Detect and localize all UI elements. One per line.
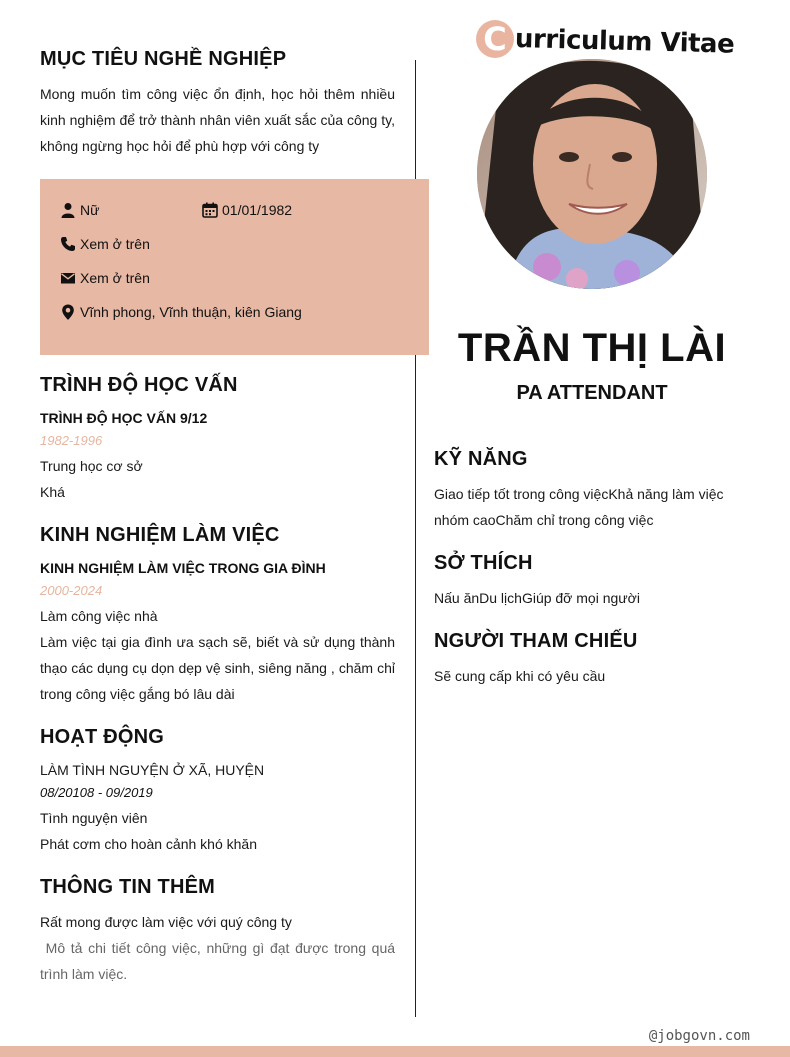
footer-bar: [0, 1046, 790, 1057]
activities-role: Tình nguyện viên: [40, 810, 148, 826]
education-title: TRÌNH ĐỘ HỌC VẤN: [40, 374, 238, 396]
email-value: Xem ở trên: [80, 270, 150, 286]
user-icon: [60, 202, 76, 218]
experience-role: Làm công việc nhà: [40, 608, 158, 624]
experience-date: 2000-2024: [40, 583, 103, 598]
profile-photo: [477, 59, 707, 289]
activities-title: HOẠT ĐỘNG: [40, 726, 165, 748]
phone-value: Xem ở trên: [80, 236, 150, 252]
candidate-name: TRẦN THỊ LÀI: [457, 326, 727, 370]
education-heading: TRÌNH ĐỘ HỌC VẤN 9/12: [40, 410, 208, 426]
logo-letter: C: [483, 20, 507, 58]
activities-heading: LÀM TÌNH NGUYỆN Ở XÃ, HUYỆN: [40, 762, 265, 778]
location-pin-icon: [60, 304, 76, 320]
info-birthday: [202, 202, 292, 218]
experience-desc: Làm việc tại gia đình ưa sạch sẽ, biết và sử dụng thành thạo các dụng cụ dọn dẹp vệ sinh, siêng năng , chăm chỉ trong công việc gắng bó lâu dài: [40, 634, 395, 702]
skills-title: KỸ NĂNG: [434, 448, 528, 470]
info-address: [60, 304, 302, 320]
experience-title: KINH NGHIỆM LÀM VIỆC: [40, 524, 280, 546]
experience-heading: KINH NGHIỆM LÀM VIỆC TRONG GIA ĐÌNH: [40, 560, 326, 576]
logo-badge: [476, 20, 514, 58]
hobbies-title: SỞ THÍCH: [434, 552, 533, 574]
references-title: NGƯỜI THAM CHIẾU: [434, 630, 638, 652]
additional-line1: Rất mong được làm việc với quý công ty: [40, 914, 292, 930]
education-line1: Trung học cơ sở: [40, 458, 143, 474]
education-date: 1982-1996: [40, 433, 103, 448]
birthday-value: 01/01/1982: [222, 202, 293, 218]
objective-title: MỤC TIÊU NGHỀ NGHIỆP: [40, 48, 287, 70]
info-email: [60, 270, 150, 286]
activities-desc: Phát cơm cho hoàn cảnh khó khăn: [40, 836, 257, 852]
calendar-icon: [202, 202, 218, 218]
hobbies-text: Nấu ănDu lịchGiúp đỡ mọi người: [434, 590, 640, 606]
footer-url: @jobgovn.com: [648, 1028, 750, 1044]
portrait-illustration: [477, 59, 707, 289]
activities-date: 08/20108 - 09/2019: [40, 785, 153, 800]
skills-text: Giao tiếp tốt trong công việcKhả năng làm việc nhóm caoChăm chỉ trong công việc: [434, 486, 724, 528]
gender-value: Nữ: [80, 202, 100, 218]
phone-icon: [60, 236, 76, 252]
info-phone: [60, 236, 150, 252]
candidate-position: PA ATTENDANT: [516, 382, 668, 404]
references-text: Sẽ cung cấp khi có yêu cầu: [434, 668, 606, 684]
logo-text: urriculum Vitae: [514, 24, 735, 60]
education-line2: Khá: [40, 484, 65, 500]
address-value: Vĩnh phong, Vĩnh thuận, kiên Giang: [80, 304, 302, 320]
additional-title: THÔNG TIN THÊM: [40, 876, 216, 898]
envelope-icon: [60, 270, 76, 286]
objective-text: Mong muốn tìm công việc ổn định, học hỏi thêm nhiều kinh nghiệm để trở thành nhân viên xuất sắc của công ty, không ngừng học hỏi để phù hợp với công ty: [40, 86, 395, 154]
personal-info-box: [40, 179, 429, 355]
additional-line2: Mô tả chi tiết công việc, những gì đạt được trong quá trình làm việc.: [40, 940, 399, 982]
info-gender: [60, 202, 99, 218]
